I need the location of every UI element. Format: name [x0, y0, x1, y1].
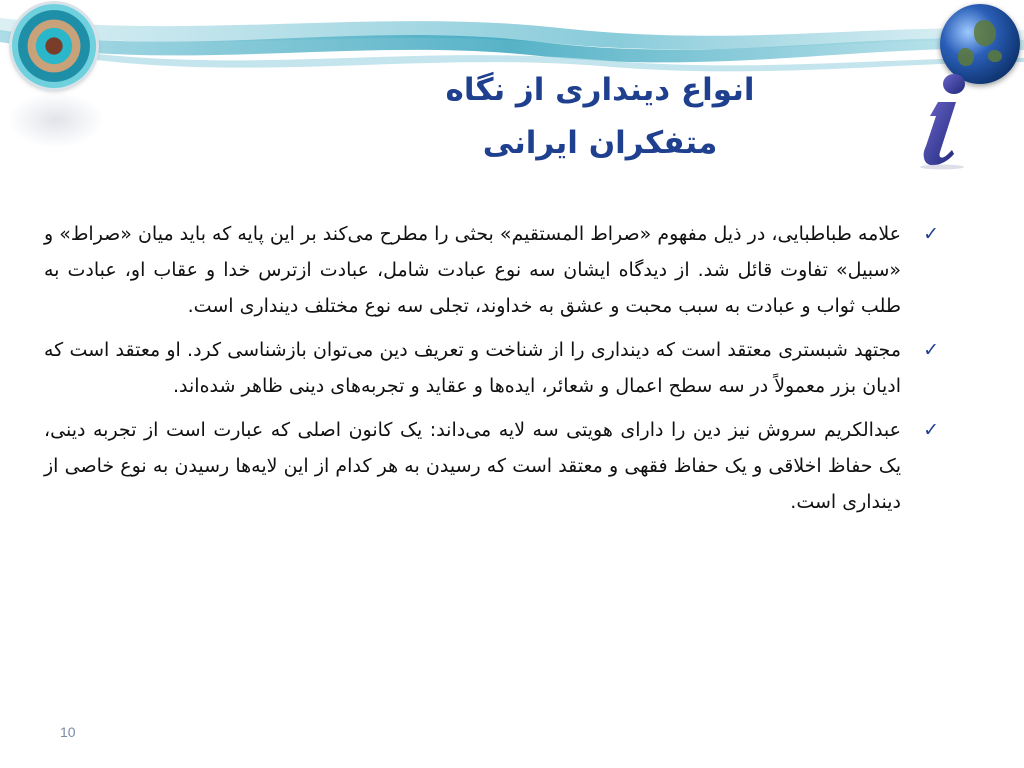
- title-line-2: متفکران ایرانی: [482, 125, 718, 161]
- page-number: 10: [60, 724, 76, 740]
- title-line-1: انواع دینداری از نگاه: [445, 72, 755, 108]
- bullet-text: مجتهد شبستری معتقد است که دینداری را از شناخت و تعریف دین می‌توان بازشناسی کرد. او معتقد است که ادیان بزر معمولاً در سه سطح اعمال و شعائر، ایده‌ها و عقاید و تجربه‌های دینی ظاهر شده‌اند.: [44, 339, 901, 397]
- check-icon: ✓: [923, 339, 939, 361]
- letter-i-logo-icon: [904, 70, 974, 170]
- bullet-text: عبدالکریم سروش نیز دین را دارای هویتی سه لایه می‌داند: یک کانون اصلی که عبارت است از تجربه دینی، یک حفاظ اخلاقی و یک حفاظ فقهی و معتقد است که رسیدن به هر کدام از این لایه‌ها رسیدن به نوع خاصی از دینداری است.: [44, 419, 901, 513]
- check-icon: ✓: [923, 419, 939, 441]
- slide-title: [400, 64, 800, 170]
- bullet-item-soroush: [44, 412, 939, 520]
- bullet-item-shabestari: [44, 332, 939, 404]
- turquoise-plate-icon: [12, 4, 96, 88]
- bullet-text: علامه طباطبایی، در ذیل مفهوم «صراط المستقیم» بحثی را مطرح می‌کند بر این پایه که باید میان «صراط» و «سبیل» تفاوت قائل شد. از دیدگاه ایشان سه نوع عبادت شامل، عبادت ازترس خدا و عقاب او، عبادت به طلب ثواب و عبادت به سبب محبت و عشق به خداوند، تجلی سه نوع مختلف دینداری است.: [44, 223, 901, 317]
- check-icon: ✓: [923, 223, 939, 245]
- left-orb-shadow: [8, 92, 104, 148]
- bullet-list: [44, 216, 939, 528]
- bullet-item-tabatabaei: [44, 216, 939, 324]
